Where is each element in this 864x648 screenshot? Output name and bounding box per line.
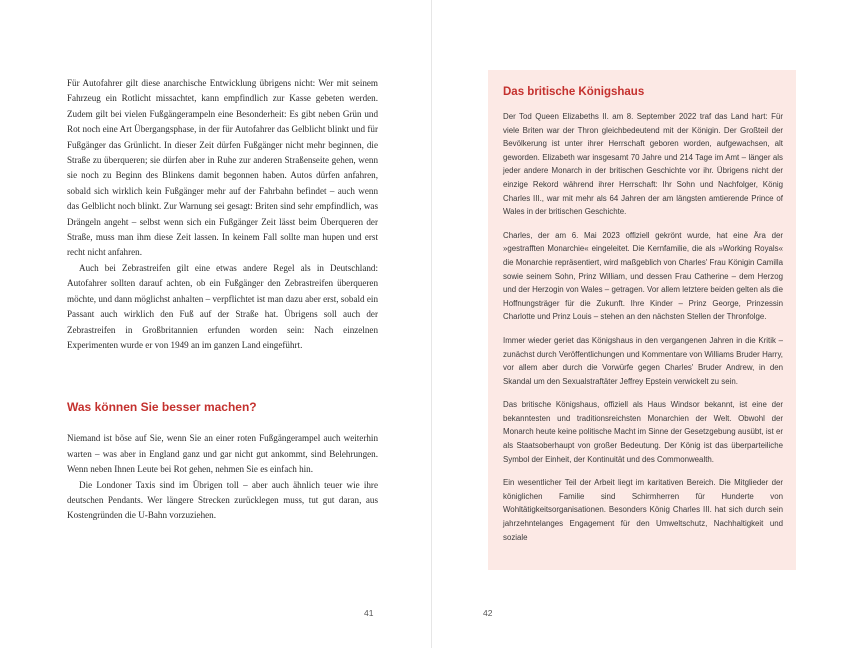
left-page <box>67 76 378 524</box>
info-box-paragraph: Charles, der am 6. Mai 2023 offiziell gekrönt wurde, hat eine Ära der »gestrafften Monarchie« eingeleitet. Die Kernfamilie, die als »Working Royals« die Monarchie repräsentiert, wird maßgeblich von Charles' Frau Königin Camilla sowie seinem Sohn, Prinz William, und dessen Frau Catherine – dem Herzog und der Herzogin von Wales – getragen. Vor allem letztere beiden gelten als die Hoffnungsträger für die Zukunft. Ihre Kinder – Prinz George, Prinzessin Charlotte und Prinz Louis – stehen an den nächsten Stellen der Thronfolge. <box>503 230 783 322</box>
page-gutter <box>431 0 432 648</box>
info-box-paragraph: Immer wieder geriet das Königshaus in den vergangenen Jahren in die Kritik – zunächst durch Veröffentlichungen und Kommentare von Williams Bruder Harry, vor allem aber durch die Vorwürfe gegen Charles' Bruder Andrew, in den Skandal um den Sexualstraftäter Jeffrey Epstein verwickelt zu sein. <box>503 335 783 386</box>
body-paragraph: Niemand ist böse auf Sie, wenn Sie an einer roten Fußgängerampel auch weiterhin warten – was aber in England ganz und gar nicht gut ankommt, sind Belehrungen. Wenn neben Ihnen Leute bei Rot gehen, nehmen Sie es einfach hin. <box>67 433 378 475</box>
info-box-paragraph: Das britische Königshaus, offiziell als Haus Windsor bekannt, ist eine der bekanntesten und traditionsreichsten Monarchien der Welt. Obwohl der Monarch heute keine politische Macht im Sinne der Gesetzgebung ausübt, ist er als Staatsoberhaupt von großer Bedeutung. Der König ist das überparteiliche Symbol der Einheit, der Kontinuität und des Commonwealth. <box>503 400 783 464</box>
info-box <box>488 70 796 570</box>
body-paragraph: Auch bei Zebrastreifen gilt eine etwas andere Regel als in Deutschland: Autofahrer sollten darauf achten, ob ein Fußgänger den Zebrastreifen überqueren möchte, und dann möglichst anhalten – verpflichtet ist man dazu aber erst, sobald ein Passant auch wirklich den Fuß auf der Straße hat. Übrigens soll auch der Zebrastreifen in Großbritannien erfunden worden sein: Nach einzelnen Experimenten wurde er von 1949 an im ganzen Land eingeführt. <box>67 262 378 350</box>
info-box-title: Das britische Königshaus <box>503 86 645 98</box>
info-box-paragraph: Ein wesentlicher Teil der Arbeit liegt im karitativen Bereich. Die Mitglieder der königlichen Familie sind Schirmherren für Hunderte von Wohltätigkeitsorganisationen. Besonders König Charles III. hat sich durch sein jahrzehntelanges Engagement für den Umweltschutz, Nachhaltigkeit und soziale <box>503 478 783 542</box>
body-paragraph: Für Autofahrer gilt diese anarchische Entwicklung übrigens nicht: Wer mit seinem Fahrzeug ein Rotlicht missachtet, kann empfindlich zur Kasse gebeten werden. Zudem gilt bei vielen Fußgängerampeln eine Besonderheit: Es gibt neben Grün und Rot noch eine Art Übergangsphase, in der für Autofahrer das Gelblicht blinkt und für Fußgänger das Grünlicht. In dieser Zeit dürfen Fußgänger nicht mehr beginnen, die Straße zu überqueren; sie dürfen aber in Ruhe zur anderen Straßenseite gehen, wenn sie noch zu Beginn des Blinkens damit begonnen haben. Autos dürfen anfahren, sobald sich wirklich kein Fußgänger mehr auf der Fahrbahn befindet – auch wenn das Gelblicht noch blinkt. Zur Warnung sei gesagt: Briten sind sehr empfindlich, was Drängeln angeht – selbst wenn sich ein Fußgänger Zeit lässt beim Überqueren der Straße, muss man ihm diese Zeit lassen. In keinem Fall sollte man hupen und erst recht nicht anfahren. <box>67 78 378 258</box>
body-paragraph: Die Londoner Taxis sind im Übrigen toll – aber auch ähnlich teuer wie ihre deutschen Pendants. Wer längere Strecken zurücklegen muss, tut gut daran, aus Kostengründen die U-Bahn vorzuziehen. <box>67 479 378 521</box>
info-box-paragraph: Der Tod Queen Elizabeths II. am 8. September 2022 traf das Land hart: Für viele Briten war der Thron gleichbedeutend mit der Königin. Der Großteil der Bevölkerung ist unter ihrer Herrschaft geboren worden, aufgewachsen, alt geworden. Elizabeth war insgesamt 70 Jahre und 214 Tage im Amt – länger als jeder andere Monarch in der britischen Geschichte vor ihr. Übrigens nicht der einzige Rekord während ihrer Herrschaft: Ihr Sohn und Nachfolger, König Charles III., war mit mehr als 64 Jahren der am längsten amtierende Prince of Wales in der britischen Geschichte. <box>503 112 783 217</box>
page-number-right: 42 <box>483 608 493 618</box>
page-number-left: 41 <box>364 608 374 618</box>
section-heading: Was können Sie besser machen? <box>67 400 257 415</box>
